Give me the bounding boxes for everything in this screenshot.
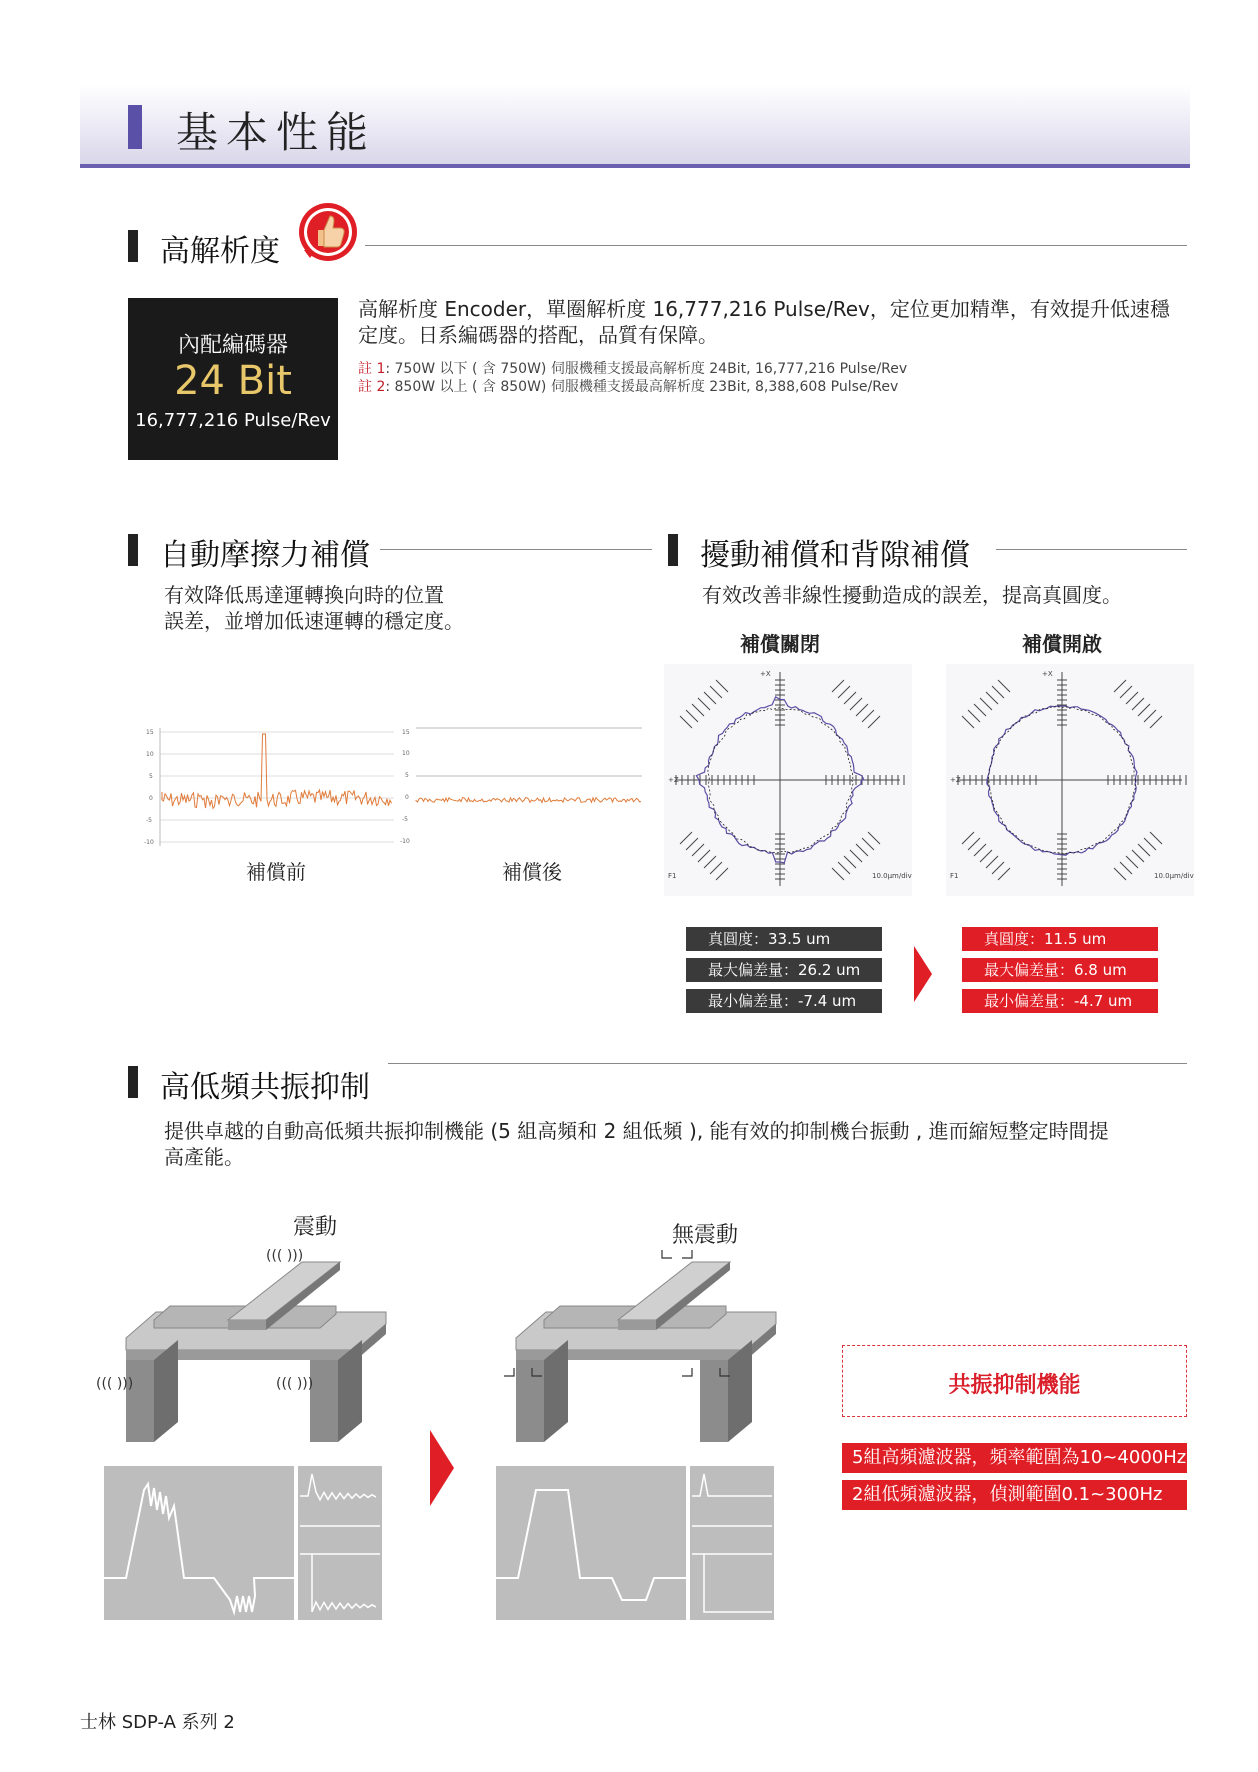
note-1: 註 1: 750W 以下 ( 含 750W) 伺服機種支援最高解析度 24Bit, 16,777,216 Pulse/Rev [358,361,908,377]
svg-text:0: 0 [149,795,153,802]
friction-before-chart [138,722,396,850]
svg-text:10: 10 [146,751,154,758]
vibration-waveform-main [104,1466,294,1620]
svg-text:((( ))): ((( ))) [276,1376,314,1392]
svg-text:+X: +X [1042,670,1053,678]
svg-text:10.0μm/div: 10.0μm/div [1154,872,1194,880]
machine-still-illustration [486,1240,786,1460]
svg-text:-5: -5 [146,817,152,824]
svg-text:15: 15 [402,729,410,736]
note-2: 註 2: 850W 以上 ( 含 850W) 伺服機種支援最高解析度 23Bit, 8,388,608 Pulse/Rev [358,379,899,395]
stat-on-max: 最大偏差量：6.8 um [962,958,1158,982]
resolution-heading: 高解析度 [128,226,328,266]
stat-on-roundness: 真圓度：11.5 um [962,927,1158,951]
comp-off-label: 補償關閉 [740,632,820,656]
svg-text:-10: -10 [400,838,410,845]
machine-vibration-illustration [96,1240,396,1460]
svg-text:((( ))): ((( ))) [96,1376,134,1392]
stat-off-max: 最大偏差量：26.2 um [686,958,882,982]
friction-after-chart [396,722,644,850]
vibration-label: 震動 [292,1215,337,1240]
resonance-heading: 高低頻共振抑制 [128,1062,388,1102]
resonance-function-box: 共振抑制機能 [842,1345,1187,1417]
still-waveform-detail [690,1466,774,1620]
svg-text:5: 5 [405,772,409,779]
header-marker [128,105,142,149]
arrow-right-icon [428,1428,456,1508]
resolution-description: 高解析度 Encoder，單圈解析度 16,777,216 Pulse/Rev，定位更加精準，有效提升低速穩 定度。日系編碼器的搭配，品質有保障。 [358,297,1170,347]
svg-text:+Z: +Z [950,776,961,784]
svg-text:+Z: +Z [668,776,679,784]
resonance-description: 提供卓越的自動高低頻共振抑制機能 (5 組高頻和 2 組低頻 ), 能有效的抑制機台振動 , 進而縮短整定時間提 高產能。 [164,1119,1109,1169]
divider [365,245,1187,246]
svg-text:F1: F1 [668,872,677,880]
high-freq-filter-badge: 5組高頻濾波器，頻率範圍為10~4000Hz [842,1443,1187,1473]
stat-off-min: 最小偏差量：-7.4 um [686,989,882,1013]
page-title: 基本性能 [176,108,377,157]
svg-text:-10: -10 [144,839,154,846]
svg-text:15: 15 [146,729,154,736]
resolution-notes [358,360,1198,396]
backlash-heading: 擾動補償和背隙補償 [668,530,988,570]
friction-description: 有效降低馬達運轉換向時的位置 誤差，並增加低速運轉的穩定度。 [164,583,464,633]
still-waveform-main [496,1466,686,1620]
page-header-bar [80,84,1190,168]
svg-text:0: 0 [405,794,409,801]
roundness-plot-on [946,664,1194,896]
arrow-right-icon [912,944,934,1004]
svg-text:-5: -5 [402,816,408,823]
svg-text:10.0μm/div: 10.0μm/div [872,872,912,880]
backlash-description: 有效改善非線性擾動造成的誤差，提高真圓度。 [702,583,1122,607]
before-label: 補償前 [246,860,306,884]
friction-heading: 自動摩擦力補償 [128,530,388,570]
comp-on-label: 補償開啟 [1022,632,1102,656]
divider [388,1063,1187,1064]
svg-text:10: 10 [402,750,410,757]
vibration-waveform-detail [298,1466,382,1620]
svg-text:5: 5 [149,773,153,780]
low-freq-filter-badge: 2組低頻濾波器，偵測範圍0.1~300Hz [842,1480,1187,1510]
divider [380,549,652,550]
stat-on-min: 最小偏差量：-4.7 um [962,989,1158,1013]
svg-text:F1: F1 [950,872,959,880]
svg-text:+X: +X [760,670,771,678]
no-vibration-label: 無震動 [671,1223,738,1248]
page-footer: 士林 SDP-A 系列 2 [80,1712,235,1733]
encoder-box: 內配編碼器 24 Bit 16,777,216 Pulse/Rev [128,298,338,460]
roundness-plot-off [664,664,912,896]
after-label: 補償後 [502,860,562,884]
svg-text:((( ))): ((( ))) [266,1248,304,1264]
divider [996,549,1187,550]
stat-off-roundness: 真圓度：33.5 um [686,927,882,951]
thumbs-up-icon [296,200,360,264]
